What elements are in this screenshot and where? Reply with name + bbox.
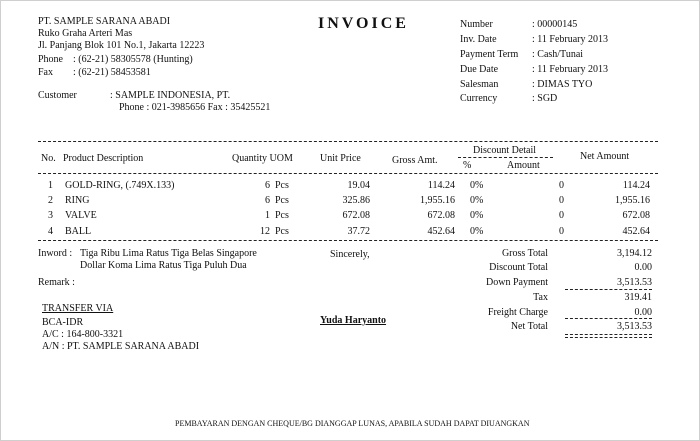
row-pct: 0% [470,195,484,206]
row-amount: 0 [559,226,564,237]
row-uom: Pcs [275,210,289,221]
header-gross: Gross Amt. [392,155,438,166]
net-total-rule-1 [565,334,652,335]
total-tax-value: 319.41 [624,292,652,303]
row-price: 325.86 [342,195,370,206]
row-amount: 0 [559,195,564,206]
table-bottom-rule [38,240,658,241]
meta-date-value: : 11 February 2013 [532,34,609,45]
total-gross-label: Gross Total [501,248,548,259]
header-pct: % [463,160,472,171]
inword-line-2: Dollar Koma Lima Ratus Tiga Puluh Dua [80,260,247,271]
customer-label: Customer [38,90,77,101]
header-qty: Quantity UOM [232,153,293,164]
total-freight-value: 0.00 [634,307,652,318]
total-discount-label: Discount Total [489,262,548,273]
transfer-account: A/C : 164-800-3321 [42,329,124,340]
row-qty: 6 [265,195,270,206]
meta-salesman-label: Salesman [460,79,499,90]
total-downpayment-value: 3,513.53 [617,277,652,288]
company-address-2: Jl. Panjang Blok 101 No.1, Jakarta 12223 [38,40,205,51]
footer-note: PEMBAYARAN DENGAN CHEQUE/BG DIANGGAP LUNAS, APABILA SUDAH DAPAT DIUANGKAN [175,419,530,428]
row-net: 1,955.16 [615,195,650,206]
row-gross: 672.08 [427,210,455,221]
row-net: 114.24 [622,180,650,191]
row-qty: 1 [265,210,270,221]
row-price: 672.08 [342,210,370,221]
header-amount: Amount [507,160,540,171]
sincerely-text: Sincerely, [330,249,370,260]
header-discount: Discount Detail [473,145,537,156]
row-gross: 114.24 [427,180,455,191]
total-discount-value: 0.00 [634,262,652,273]
row-qty: 6 [265,180,270,191]
header-price: Unit Price [320,153,361,164]
total-downpayment-label: Down Payment [486,277,548,288]
company-address-1: Ruko Graha Arteri Mas [38,28,133,39]
row-desc: RING [65,195,90,206]
row-gross: 452.64 [427,226,455,237]
row-pct: 0% [470,180,484,191]
meta-number-value: : 00000145 [532,19,578,30]
remark-label: Remark : [38,277,75,288]
company-fax-label: Fax [38,67,53,78]
inword-label: Inword : [38,248,73,259]
row-no: 2 [48,195,53,206]
company-phone: : (62-21) 58305578 (Hunting) [73,54,193,65]
freight-rule [565,318,652,319]
row-amount: 0 [559,210,564,221]
row-desc: BALL [65,226,92,237]
row-pct: 0% [470,210,484,221]
transfer-title: TRANSFER VIA [42,303,114,314]
header-bottom-rule [38,173,658,174]
row-uom: Pcs [275,226,289,237]
meta-currency-value: : SGD [532,93,558,104]
invoice-title: INVOICE [318,15,409,32]
row-no: 3 [48,210,53,221]
total-gross-value: 3,194.12 [617,248,652,259]
meta-number-label: Number [460,19,493,30]
customer-contact: Phone : 021-3985656 Fax : 35425521 [119,102,271,113]
meta-due-label: Due Date [460,64,499,75]
meta-term-label: Payment Term [460,49,519,60]
row-uom: Pcs [275,195,289,206]
row-qty: 12 [260,226,270,237]
transfer-account-name: A/N : PT. SAMPLE SARANA ABADI [42,341,200,352]
row-amount: 0 [559,180,564,191]
row-price: 37.72 [347,226,370,237]
header-desc: Product Description [63,153,144,164]
row-no: 4 [48,226,53,237]
transfer-bank: BCA-IDR [42,317,84,328]
row-no: 1 [48,180,53,191]
net-total-rule-2 [565,337,652,338]
total-net-label: Net Total [510,321,548,332]
signatory-name: Yuda Haryanto [320,315,387,326]
downpayment-rule [565,289,652,290]
row-net: 452.64 [622,226,650,237]
meta-due-value: : 11 February 2013 [532,64,609,75]
customer-name: : SAMPLE INDONESIA, PT. [110,90,231,101]
company-phone-label: Phone [38,54,63,65]
total-net-value: 3,513.53 [617,321,652,332]
header-net: Net Amount [580,151,630,162]
company-fax: : (62-21) 58453581 [73,67,151,78]
row-gross: 1,955.16 [420,195,455,206]
header-no: No. [41,153,56,164]
inword-line-1: Tiga Ribu Lima Ratus Tiga Belas Singapore [80,248,257,259]
company-name: PT. SAMPLE SARANA ABADI [38,16,171,27]
discount-header-rule [458,157,553,158]
meta-date-label: Inv. Date [460,34,497,45]
row-uom: Pcs [275,180,289,191]
row-price: 19.04 [347,180,370,191]
meta-term-value: : Cash/Tunai [532,49,584,60]
total-freight-label: Freight Charge [487,307,548,318]
total-tax-label: Tax [533,292,548,303]
meta-currency-label: Currency [460,93,498,104]
meta-salesman-value: : DIMAS TYO [532,79,593,90]
table-top-rule [38,141,658,142]
row-net: 672.08 [622,210,650,221]
row-pct: 0% [470,226,484,237]
row-desc: GOLD-RING, (.749X.133) [65,180,175,191]
row-desc: VALVE [65,210,97,221]
